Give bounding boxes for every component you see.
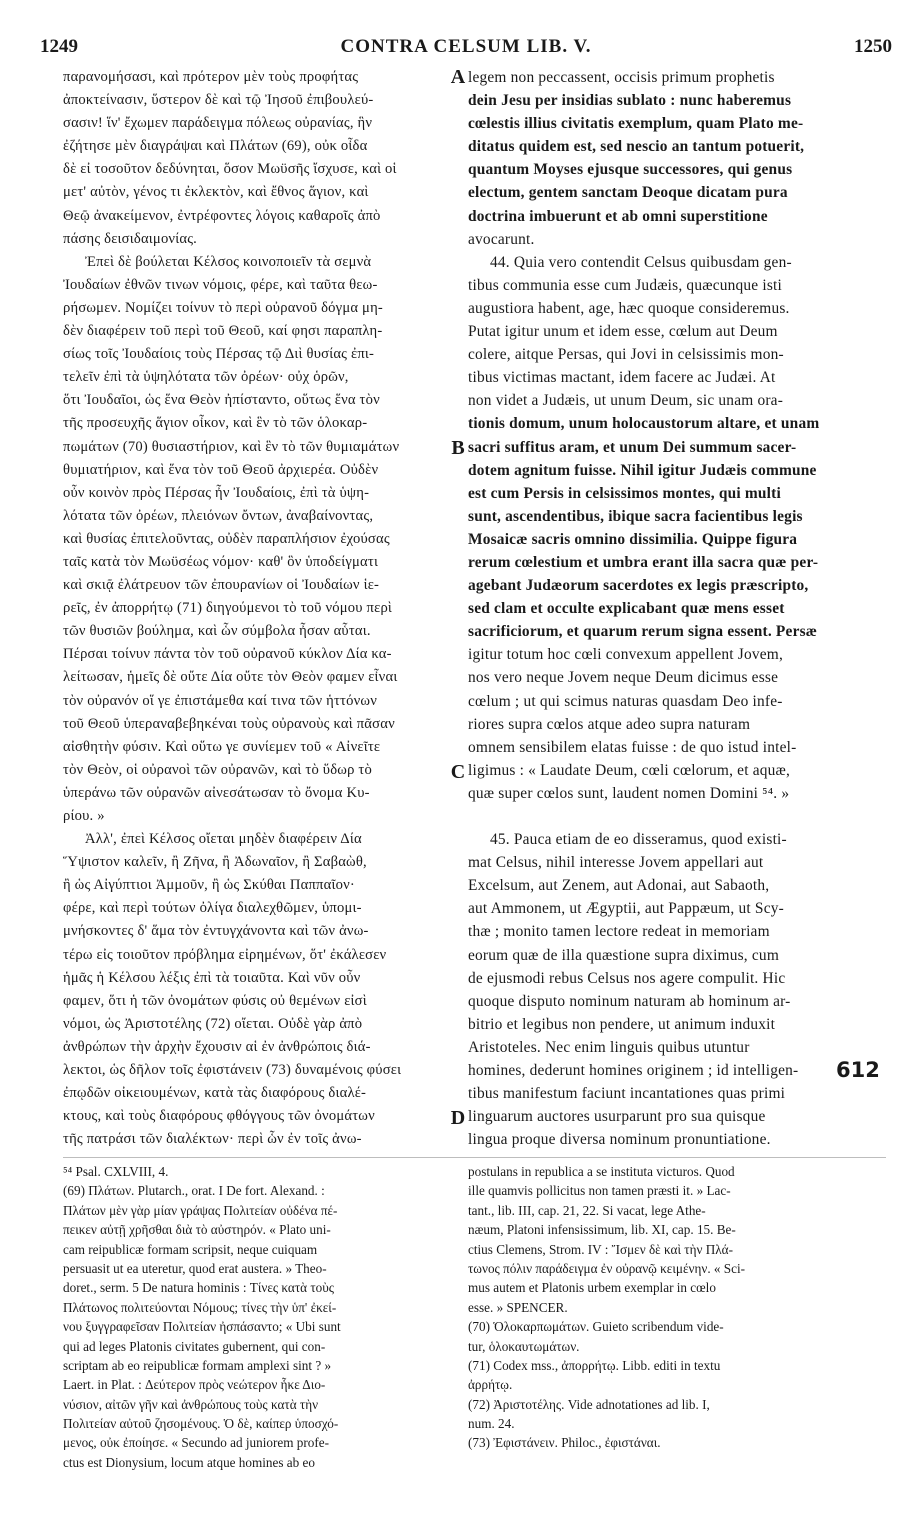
- greek-line: τοῦ Θεοῦ ὑπεραναβεβηκέναι τοὺς οὐρανοὺς καὶ πᾶσαν: [63, 715, 395, 732]
- section-marker-d: D: [450, 1107, 466, 1129]
- greek-line: μετ' αὐτὸν, γένος τι ἐκλεκτὸν, καὶ ἔθνος ἅγιον, καὶ: [63, 184, 369, 201]
- greek-line: πωμάτων (70) θυσιαστήριον, καὶ ἓν τὸ τῶν θυμιαμάτων: [63, 438, 400, 455]
- footnote-line: næum, Platoni infensissimum, lib. XI, cap. 15. Be-: [468, 1222, 736, 1238]
- footnote-line: tant., lib. III, cap. 21, 22. Si vacat, lege Athe-: [468, 1202, 706, 1218]
- latin-line: ligimus : « Laudate Deum, cœli cœlorum, et aquæ,: [468, 761, 791, 779]
- latin-line: [468, 805, 886, 828]
- greek-line: ὑπεράνω τῶν οὐρανῶν αἰνεσάτωσαν τὸ ὄνομα Κυ-: [63, 784, 370, 801]
- greek-line: νόμοι, ὡς Ἀριστοτέλης (72) οἴεται. Οὐδὲ γὰρ ἀπὸ: [63, 1015, 363, 1032]
- latin-line: sunt, ascendentibus, ibique sacra facientibus legis: [468, 507, 803, 525]
- latin-line: 45. Pauca etiam de eo disseramus, quod existi-: [490, 831, 787, 849]
- latin-line: Excelsum, aut Zenem, aut Adonai, aut Sabaoth,: [468, 877, 770, 895]
- latin-line: homines, dederunt homines originem ; id intelligen-: [468, 1062, 799, 1080]
- greek-line: Θεῷ ἀνακείμενον, ἐντρέφοντες λόγοις καθαροῖς ἀπὸ: [63, 207, 381, 224]
- greek-line: λεκτοι, ὡς δῆλον τοῖς ἐφιστάνειν (73) δυναμένοις φύσει: [63, 1062, 402, 1079]
- latin-line: omnem sensibilem elatas fuisse : de quo istud intel-: [468, 738, 797, 756]
- latin-line: cœlum ; ut qui scimus naturas quasdam Deo infe-: [468, 692, 783, 710]
- latin-line: quæ super cœlos sunt, laudent nomen Domini ⁵⁴. »: [468, 784, 790, 802]
- greek-line: ρήσωμεν. Νομίζει τοίνυν τὸ περὶ οὐρανοῦ δόγμα μη-: [63, 299, 383, 316]
- latin-line: linguarum auctores usurparunt pro sua quisque: [468, 1108, 766, 1126]
- latin-line: Putat igitur unum et idem esse, cœlum aut Deum: [468, 323, 778, 341]
- greek-line: Ἐπεὶ δὲ βούλεται Κέλσος κοινοποιεῖν τὰ σεμνὰ: [85, 253, 372, 270]
- greek-line: οὖν κοινὸν πρὸς Πέρσας ἦν Ἰουδαίοις, ἐπὶ τὰ ὑψη-: [63, 484, 370, 501]
- footnote-line: (73) Ἐφιστάνειν. Philoc., ἐφιστάναι.: [468, 1435, 661, 1451]
- footnotes-right-column: [468, 1162, 886, 1453]
- footnote-line: ille quamvis pollicitus non tamen præsti it. » Lac-: [468, 1183, 731, 1199]
- latin-line: colere, aitque Persas, qui Jovi in celsissimis mon-: [468, 346, 784, 364]
- greek-line: φέρε, καὶ περὶ τούτων ὀλίγα διαλεχθῶμεν, ὑπομι-: [63, 900, 362, 917]
- footnote-line: (69) Πλάτων. Plutarch., orat. I De fort. Alexand. :: [63, 1183, 325, 1199]
- latin-line: bitrio et legibus non pendere, ut animum induxit: [468, 1015, 776, 1033]
- footnote-line: Πολιτείαν αὐτοῦ ζησομένους. Ὁ δὲ, καίπερ ὑποσχό-: [63, 1416, 339, 1432]
- greek-line: αἰσθητὴν φύσιν. Καὶ οὕτω γε συνίεμεν τοῦ « Αἰνεῖτε: [63, 738, 381, 755]
- greek-line: δὲ εἰ τοσοῦτον δεδύνηται, ὅσον Μωϋσῆς ἴσχυσε, καὶ οἱ: [63, 161, 397, 178]
- latin-line: dotem agnitum fuisse. Nihil igitur Judæis commune: [468, 461, 817, 479]
- latin-line: dein Jesu per insidias sublato : nunc haberemus: [468, 92, 792, 110]
- footnote-line: persuasit ut ea uteretur, quod erat austera. » Theo-: [63, 1260, 327, 1276]
- greek-line: Πέρσαι τοίνυν πάντα τὸν τοῦ οὐρανοῦ κύκλον Δία κα-: [63, 646, 392, 663]
- footnotes-left-column: [63, 1162, 455, 1472]
- greek-line: ρεῖς, ἐν ἀπορρήτῳ (71) διηγούμενοι τὸ τοῦ νόμου περὶ: [63, 600, 393, 617]
- greek-line: τῆς προσευχῆς ἅγιον οἶκον, καὶ ἓν τὸ τῶν ὁλοκαρ-: [63, 415, 368, 432]
- greek-line: Ἰουδαίων ἐθνῶν τινων νόμοις, φέρε, καὶ ταῦτα θεω-: [63, 276, 378, 293]
- greek-line: ταῖς κατὰ τὸν Μωϋσέως νόμον· καθ' ὃν ὑποδείγματι: [63, 553, 379, 570]
- greek-line: λότατα τῶν ὀρέων, πλειόνων ὄντων, ἀναβαίνοντας,: [63, 507, 374, 524]
- latin-line: eorum quæ de illa quæstione supra diximus, cum: [468, 946, 779, 964]
- footnote-line: νύσιον, αἰτῶν γῆν καὶ ἀνθρώπους τοὺς κατὰ τὴν: [63, 1396, 319, 1412]
- footnote-line: scriptam ab eo reipublicæ formam amplexi sint ? »: [63, 1357, 332, 1373]
- footnote-line: τωνος πόλιν παράδειγμα ἐν οὐρανῷ κειμένην. « Sci-: [468, 1260, 746, 1276]
- footnote-line: ctus est Dionysium, locum atque homines ab eo: [63, 1454, 315, 1470]
- latin-line: doctrina imbuerunt et ab omni superstitione: [468, 207, 768, 225]
- greek-line: ἢ ὡς Αἰγύπτιοι Ἀμμοῦν, ἢ ὡς Σκύθαι Παππαῖον·: [63, 877, 355, 894]
- greek-line: δὲν διαφέρειν τοῦ περὶ τοῦ Θεοῦ, καί φησι παραπλη-: [63, 323, 383, 340]
- footnote-line: ctius Clemens, Strom. IV : Ἴσμεν δὲ καὶ τὴν Πλά-: [468, 1241, 733, 1257]
- latin-line: aut Ammonem, ut Ægyptii, aut Pappæum, ut Scy-: [468, 900, 784, 918]
- greek-line: ἡμᾶς ἡ Κέλσου λέξις ἐπὶ τὰ τοιαῦτα. Καὶ νῦν οὖν: [63, 969, 361, 986]
- greek-line: τελεῖν ἐπὶ τὰ ὑψηλότατα τῶν ὀρέων· οὐχ ὁρῶν,: [63, 369, 349, 386]
- footnote-line: Laert. in Plat. : Δεύτερον πρὸς νεώτερον ἧκε Διο-: [63, 1377, 326, 1393]
- section-marker-c: C: [450, 761, 466, 783]
- latin-line: tibus communia esse cum Judæis, quæcunque isti: [468, 276, 782, 294]
- greek-line: παρανομήσασι, καὶ πρότερον μὲν τοὺς προφήτας: [63, 69, 359, 85]
- footnote-line: doret., serm. 5 De natura hominis : Τίνες κατὰ τοὺς: [63, 1280, 334, 1296]
- greek-line: ρίου. »: [63, 808, 105, 824]
- footnote-line: num. 24.: [468, 1416, 515, 1432]
- latin-line: est cum Persis in celsissimos montes, qui multi: [468, 484, 781, 502]
- latin-line: legem non peccassent, occisis primum prophetis: [468, 69, 775, 86]
- footnote-line: νου ξυγγραφεῖσαν Πολιτείαν ἠσπάσαντο; « Ubi sunt: [63, 1319, 341, 1335]
- latin-line: sed clam et occulte explicabant quæ mens esset: [468, 600, 785, 618]
- footnote-line: qui ad leges Platonis civitates gubernent, qui con-: [63, 1338, 326, 1354]
- section-marker-b: B: [451, 437, 465, 459]
- greek-line: σασιν! ἵν' ἔχωμεν παράδειγμα πόλεως οὐρανίας, ἣν: [63, 115, 373, 132]
- latin-line: rerum cœlestium et umbra erant illa sacra quæ per-: [468, 553, 819, 571]
- running-header: [40, 36, 892, 62]
- latin-line: electum, gentem sanctam Deoque dicatam pura: [468, 184, 788, 202]
- latin-line: non videt a Judæis, ut unum Deum, sic unam ora-: [468, 392, 784, 410]
- greek-text-column: [63, 66, 455, 1151]
- greek-line: θυμιατήριον, καὶ ἕνα τὸν τοῦ Θεοῦ ἀρχιερέα. Οὐδὲν: [63, 461, 379, 478]
- greek-line: ἐπῳδῶν οἰκειουμένων, κατὰ τὰς διαφόρους διαλέ-: [63, 1085, 367, 1102]
- footnote-line: postulans in republica a se instituta victuros. Quod: [468, 1164, 735, 1179]
- greek-line: ἀνθρώπων τὴν ἀρχὴν ἔχουσιν αἱ ἐν ἀνθρώποις διά-: [63, 1038, 371, 1055]
- footnote-line: cam reipublicæ formam scripsit, neque cuiquam: [63, 1241, 318, 1257]
- latin-line: thæ ; monito tamen lectore redeat in memoriam: [468, 923, 770, 941]
- page-number-left: 1249: [40, 36, 78, 57]
- greek-line: τὸν Θεὸν, οἱ οὐρανοὶ τῶν οὐρανῶν, καὶ τὸ ὕδωρ τὸ: [63, 761, 372, 778]
- latin-line: tibus manifestum faciunt incantationes quas primi: [468, 1085, 786, 1103]
- footnote-line: ἀρρήτῳ.: [468, 1377, 513, 1393]
- running-title: CONTRA CELSUM LIB. V.: [340, 36, 592, 57]
- greek-line: ἐζήτησε μὲν διαγράψαι καὶ Πλάτων (69), οὐκ οἶδα: [63, 138, 368, 155]
- latin-line: tibus victimas mactant, idem facere ac Judæi. At: [468, 369, 776, 387]
- page-number-right: 1250: [854, 36, 892, 57]
- latin-line: lingua proque diversa nominum pronuntiatione.: [468, 1131, 771, 1149]
- footnote-line: mus autem et Platonis urbem exemplar in cœlo: [468, 1280, 716, 1296]
- greek-line: σίως τοῖς Ἰουδαίοις τοὺς Πέρσας τῷ Διὶ θυσίας ἐπι-: [63, 346, 375, 363]
- footnote-line: (71) Codex mss., ἀπορρήτῳ. Libb. editi in textu: [468, 1357, 721, 1373]
- latin-line: Aristoteles. Nec enim linguis quibus utuntur: [468, 1038, 750, 1056]
- latin-text-column: [468, 66, 886, 1151]
- latin-line: avocarunt.: [468, 230, 535, 248]
- latin-line: augustiora habent, age, hæc quoque consideremus.: [468, 299, 790, 317]
- latin-line: tionis domum, unum holocaustorum altare, et unam: [468, 415, 820, 433]
- latin-line: cœlestis illius civitatis exemplum, quam Plato me-: [468, 115, 804, 133]
- footnote-line: πεικεν αὐτῇ χρῆσθαι διὰ τὸ αὐστηρόν. « Plato uni-: [63, 1222, 331, 1238]
- latin-line: riores supra cœlos atque adeo supra naturam: [468, 715, 751, 733]
- greek-line: κτους, καὶ τοὺς διαφόρους φθόγγους τῶν ὀνομάτων: [63, 1108, 375, 1125]
- greek-line: τὸν οὐρανόν οἵ γε ἐπιστάμεθα καί τινα τῶν ἡττόνων: [63, 692, 377, 709]
- greek-line: φαμεν, ὅτι ἡ τῶν ὀνομάτων φύσις οὐ θεμένων εἰσὶ: [63, 992, 367, 1009]
- greek-line: Ὕψιστον καλεῖν, ἢ Ζῆνα, ἢ Ἀδωναῖον, ἢ Σαβαὼθ,: [63, 854, 367, 871]
- greek-line: καὶ σκιᾷ ἐλάτρευον τῶν ἐπουρανίων οἱ Ἰουδαίων ἱε-: [63, 577, 380, 594]
- footnote-line: (72) Ἀριστοτέλης. Vide adnotationes ad lib. I,: [468, 1396, 710, 1412]
- footnote-divider: [63, 1157, 886, 1158]
- latin-line: agebant Judæorum sacerdotes ex legis præscripto,: [468, 577, 809, 595]
- greek-line: καὶ θυσίας ἐπιτελοῦντας, οὐδὲν παραπλήσιον ἐχούσας: [63, 530, 390, 547]
- latin-line: igitur totum hoc cœli convexum appellent Jovem,: [468, 646, 784, 664]
- latin-line: quoque disputo nominum naturam ab hominum ar-: [468, 992, 791, 1010]
- footnote-line: Πλάτωνος πολιτεύονται Νόμους; τίνες τὴν ὑπ' ἐκεί-: [63, 1299, 337, 1315]
- migne-column-number: 612: [836, 1058, 880, 1082]
- latin-line: ditatus quidem est, sed nescio an tantum potuerit,: [468, 138, 805, 156]
- section-marker-a: A: [450, 66, 466, 88]
- footnote-line: Πλάτων μὲν γὰρ μίαν γράψας Πολιτείαν οὐδένα πέ-: [63, 1202, 338, 1218]
- latin-line: sacrificiorum, et quarum rerum signa essent. Persæ: [468, 623, 818, 641]
- footnote-line: μενος, οὐκ ἐποίησε. « Secundo ad juniorem profe-: [63, 1435, 329, 1451]
- latin-line: de ejusmodi rebus Celsus nos agere compulit. Hic: [468, 969, 786, 987]
- greek-line: τέρω εἰς τοιοῦτον πρόβλημα εἰρημένων, ὅτ' ἐκάλεσεν: [63, 946, 387, 963]
- greek-line: ὅτι Ἰουδαῖοι, ὡς ἕνα Θεὸν ἠπίσταντο, οὕτως ἕνα τὸν: [63, 392, 380, 409]
- latin-line: mat Celsus, nihil interesse Jovem appellari aut: [468, 854, 764, 872]
- footnote-line: tur, ὁλοκαυτωμάτων.: [468, 1338, 580, 1354]
- greek-line: πάσης δεισιδαιμονίας.: [63, 230, 198, 247]
- greek-line: μνήσκοντες δ' ἅμα τὸν ἐντυγχάνοντα καὶ τῶν ἀνω-: [63, 923, 369, 940]
- greek-line: Ἀλλ', ἐπεὶ Κέλσος οἴεται μηδὲν διαφέρειν Δία: [85, 831, 362, 848]
- footnote-line: (70) Ὁλοκαρπωμάτων. Guieto scribendum vide-: [468, 1319, 724, 1335]
- greek-line: τῆς πατράσι τῶν διαλέκτων· περὶ ὧν ἐν τοῖς ἀνω-: [63, 1131, 362, 1148]
- latin-line: Mosaicæ sacris omnino dissimilia. Quippe figura: [468, 530, 798, 548]
- latin-line: sacri suffitus aram, et unum Dei summum sacer-: [468, 438, 797, 456]
- footnote-line: ⁵⁴ Psal. CXLVIII, 4.: [63, 1164, 169, 1179]
- greek-line: ἀποκτείνασιν, ὕστερον δὲ καὶ τῷ Ἰησοῦ ἐπιβουλεύ-: [63, 92, 374, 109]
- latin-line: 44. Quia vero contendit Celsus quibusdam gen-: [490, 253, 792, 271]
- latin-line: nos vero neque Jovem neque Deum dicimus esse: [468, 669, 779, 687]
- latin-line: quantum Moyses ejusque successores, qui genus: [468, 161, 793, 179]
- footnote-line: esse. » SPENCER.: [468, 1299, 568, 1315]
- greek-line: τῶν θυσιῶν βούλημα, καὶ ὧν σύμβολα ἦσαν αὗται.: [63, 623, 371, 640]
- greek-line: λείτωσαν, ἡμεῖς δὲ οὔτε Δία οὔτε τὸν Θεὸν φαμεν εἶναι: [63, 669, 398, 686]
